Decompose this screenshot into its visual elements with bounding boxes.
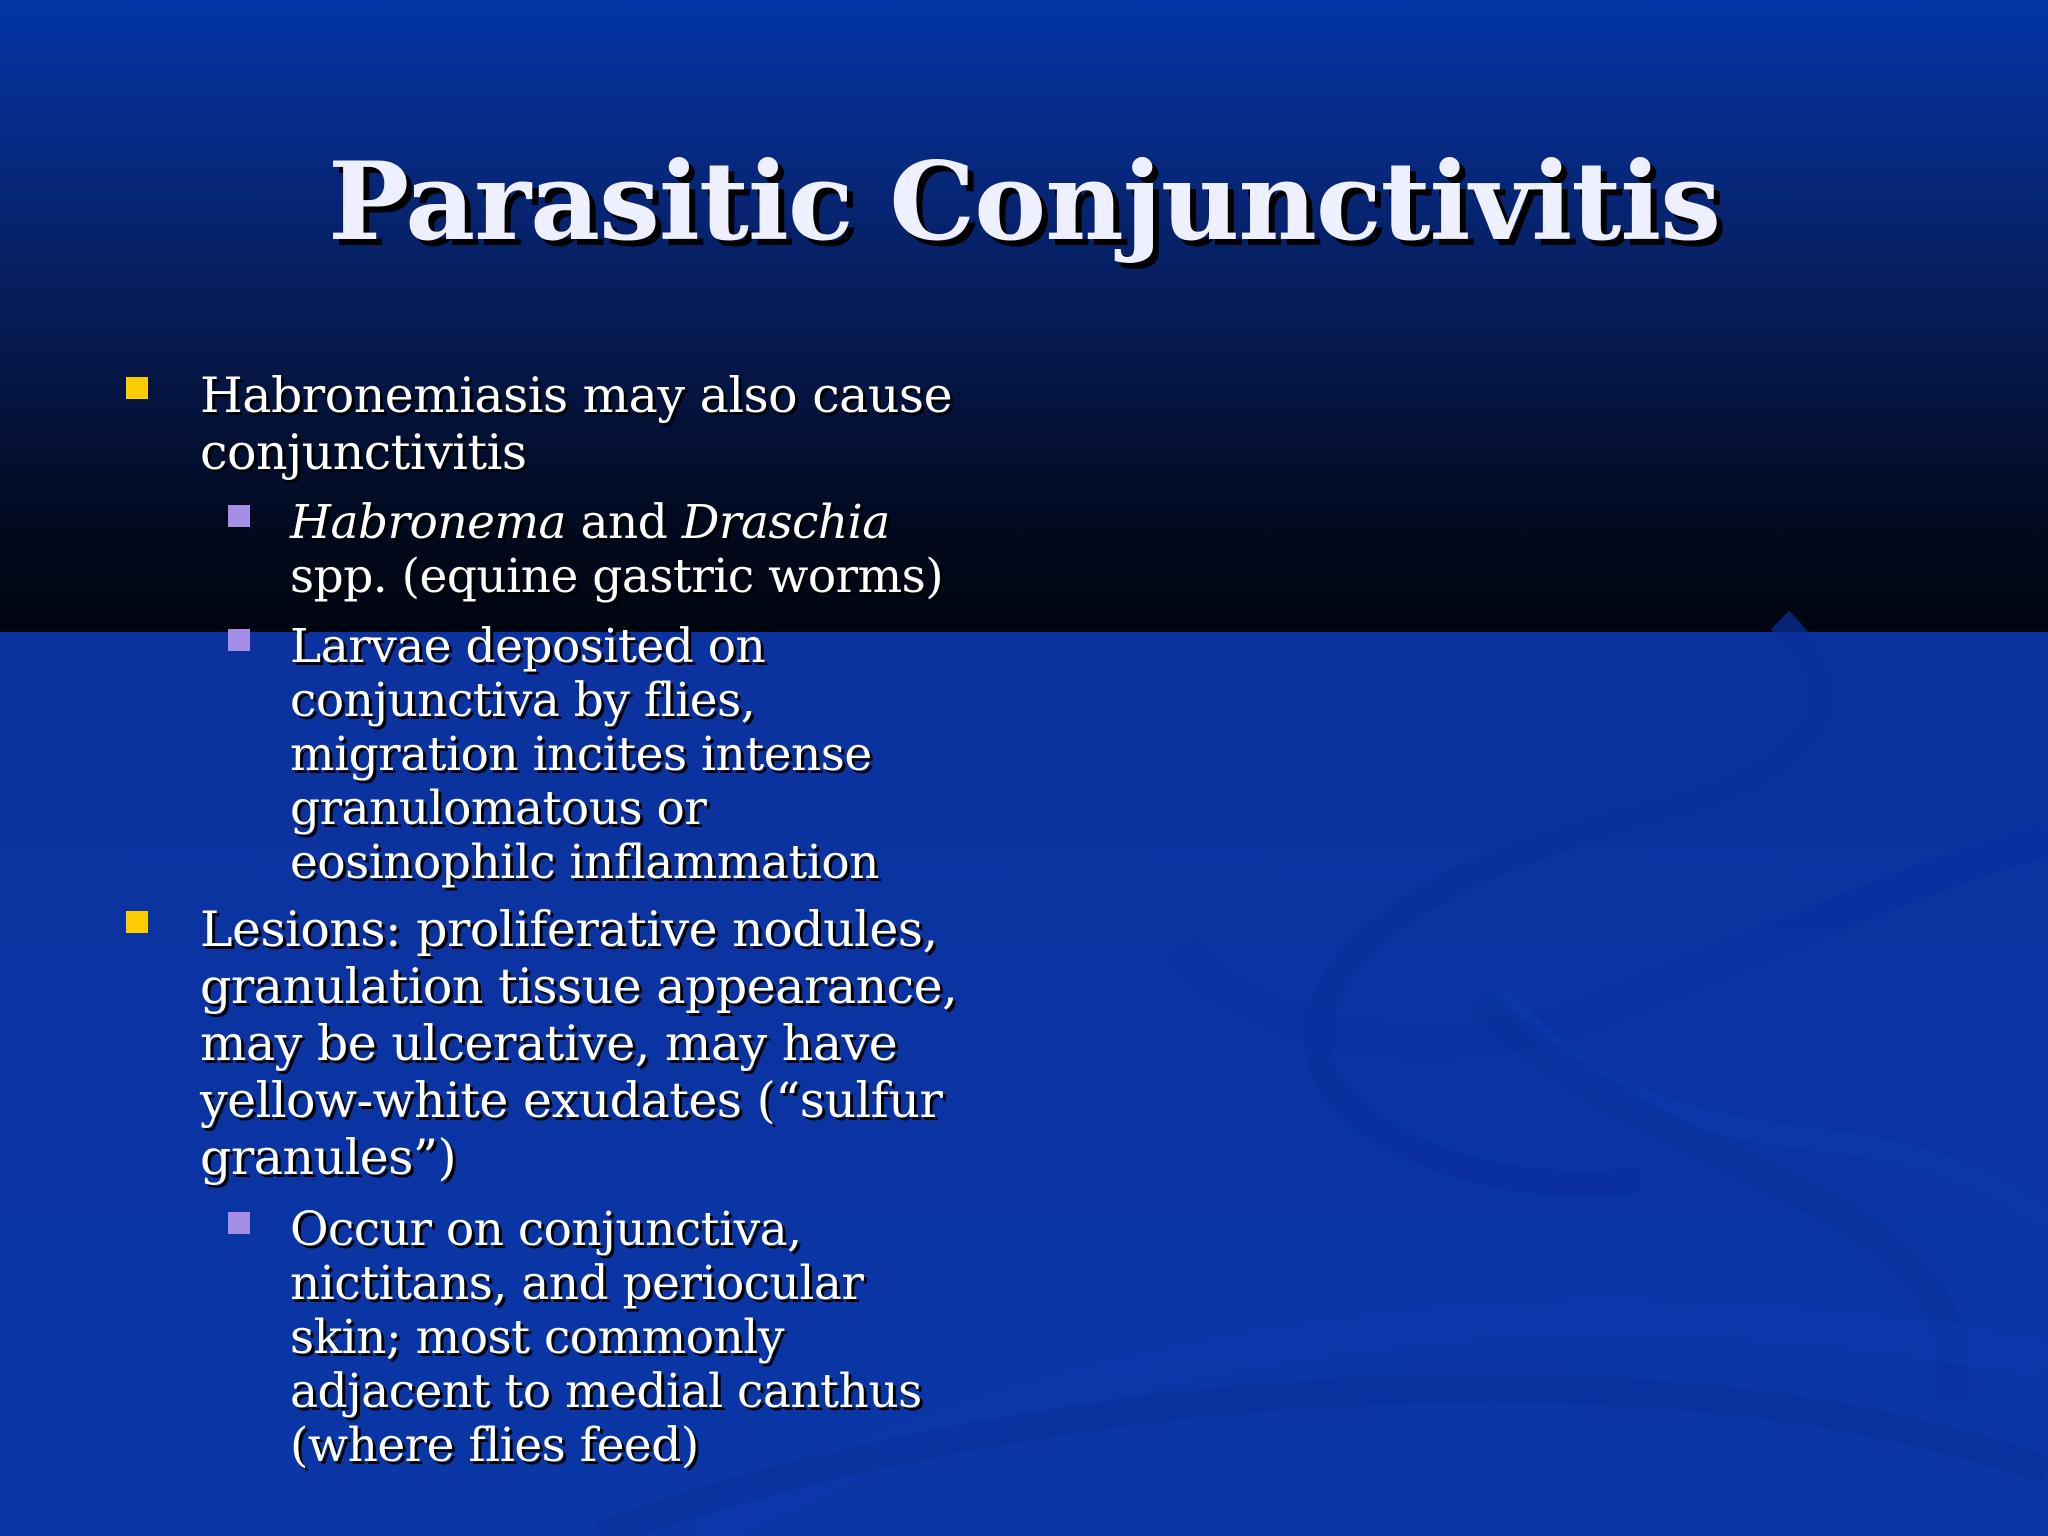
genus-name-habronema: Habronema — [290, 495, 567, 550]
sub-bullet-marker — [228, 629, 250, 651]
sub-bullet-rest: spp. (equine gastric worms) — [290, 549, 944, 604]
bullet-marker — [126, 377, 148, 399]
genus-name-draschia: Draschia — [681, 495, 890, 550]
sub-bullet-marker — [228, 1212, 250, 1234]
bullet-text: Habronemiasis may also cause conjunctivitis — [200, 367, 953, 481]
bullet-marker — [126, 911, 148, 933]
bullet-text: Lesions: proliferative nodules, granulation tissue appearance, may be ulcerative, may have yellow-white exudates (“sulfur granules”) — [200, 901, 958, 1186]
sub-bullet-text: Occur on conjunctiva, nictitans, and periocular skin; most commonly adjacent to medial canthus (where flies feed) — [290, 1202, 922, 1473]
sub-bullet-marker — [228, 505, 250, 527]
sub-bullet-text: Larvae deposited on conjunctiva by flies, migration incites intense granulomatous or eosinophilc inflammation — [290, 619, 879, 890]
conjunction: and — [566, 495, 682, 550]
slide-title: Parasitic Conjunctivitis — [327, 139, 1721, 265]
sub-bullet-text — [290, 496, 980, 604]
